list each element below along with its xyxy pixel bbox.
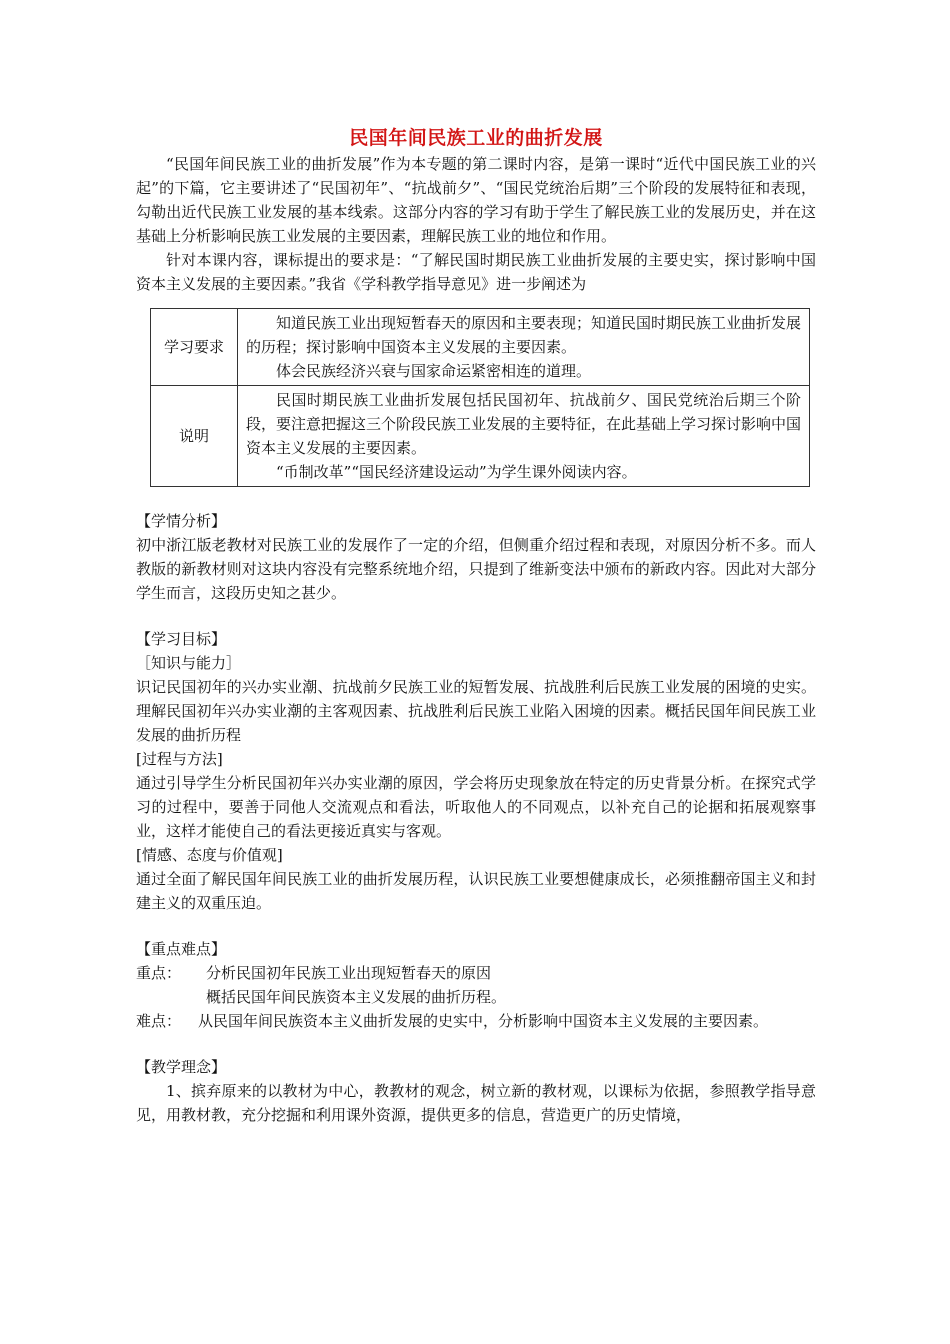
goals-subheading-emotion: [情感、态度与价值观] [136, 846, 283, 864]
difficulty-row [136, 1009, 816, 1033]
difficulty-text: 从民国年间民族资本主义曲折发展的史实中，分析影响中国资本主义发展的主要因素。 [198, 1012, 769, 1030]
section-heading-concept: 【教学理念】 [136, 1058, 227, 1076]
table-content-cell [238, 386, 810, 487]
goals-body-knowledge: 识记民国初年的兴办实业潮、抗战前夕民族工业的短暂发展、抗战胜利后民族工业发展的困境的史实。理解民国初年兴办实业潮的主客观因素、抗战胜利后民族工业陷入困境的因素。概括民国年间民族工业发展的曲折历程 [136, 678, 816, 744]
intro-paragraph-2: 针对本课内容，课标提出的要求是：“了解民国时期民族工业曲折发展的主要史实，探讨影响中国资本主义发展的主要因素。”我省《学科教学指导意见》进一步阐述为 [136, 251, 816, 293]
table-text: 体会民族经济兴衰与国家命运紧密相连的道理。 [276, 362, 592, 380]
table-label-cell: 说明 [151, 386, 238, 487]
section-heading-goals: 【学习目标】 [136, 630, 227, 648]
table-row [151, 309, 810, 386]
table-row [151, 386, 810, 487]
page-title: 民国年间民族工业的曲折发展 [349, 127, 603, 149]
keypoint-row [136, 961, 816, 985]
intro-paragraph-1: “民国年间民族工业的曲折发展”作为本专题的第二课时内容，是第一课时“近代中国民族工业的兴起”的下篇，它主要讲述了“民国初年”、“抗战前夕”、“国民党统治后期”三个阶段的发展特征和表现，勾勒出近代民族工业发展的基本线索。这部分内容的学习有助于学生了解民族工业的发展历史，并在这基础上分析影响民族工业发展的主要因素，理解民族工业的地位和作用。 [136, 155, 816, 245]
table-label-cell: 学习要求 [151, 309, 238, 386]
document-page [136, 120, 816, 1127]
goals-body-emotion: 通过全面了解民国年间民族工业的曲折发展历程，认识民族工业要想健康成长，必须推翻帝国主义和封建主义的双重压迫。 [136, 870, 816, 912]
difficulty-label: 难点： [136, 1012, 182, 1030]
concept-paragraph-1: 1、摈弃原来的以教材为中心，教教材的观念，树立新的教材观，以课标为依据，参照教学指导意见，用教材教，充分挖掘和利用课外资源，提供更多的信息，营造更广的历史情境， [136, 1082, 816, 1124]
keypoint-label: 重点： [136, 964, 182, 982]
analysis-body: 初中浙江版老教材对民族工业的发展作了一定的介绍，但侧重介绍过程和表现，对原因分析不多。而人教版的新教材则对这块内容没有完整系统地介绍，只提到了维新变法中颁布的新政内容。因此对大部分学生而言，这段历史知之甚少。 [136, 536, 816, 602]
keypoint-text-2: 概括民国年间民族资本主义发展的曲折历程。 [206, 988, 507, 1006]
table-content-cell [238, 309, 810, 386]
section-heading-analysis: 【学情分析】 [136, 512, 227, 530]
section-heading-keypoints: 【重点难点】 [136, 940, 227, 958]
table-text: 民国时期民族工业曲折发展包括民国初年、抗战前夕、国民党统治后期三个阶段，要注意把握这三个阶段民族工业发展的主要特征，在此基础上学习探讨影响中国资本主义发展的主要因素。 [246, 391, 802, 457]
keypoint-text: 分析民国初年民族工业出现短暂春天的原因 [206, 964, 492, 982]
requirements-table [150, 308, 810, 487]
table-text: 知道民族工业出现短暂春天的原因和主要表现；知道民国时期民族工业曲折发展的历程；探讨影响中国资本主义发展的主要因素。 [246, 314, 802, 356]
goals-subheading-process: [过程与方法] [136, 750, 223, 768]
goals-subheading-knowledge: ［知识与能力］ [136, 654, 242, 672]
goals-body-process: 通过引导学生分析民国初年兴办实业潮的原因，学会将历史现象放在特定的历史背景分析。在探究式学习的过程中，要善于同他人交流观点和看法，听取他人的不同观点，以补充自己的论据和拓展观察事业，这样才能使自己的看法更接近真实与客观。 [136, 774, 816, 840]
table-text: “币制改革”“国民经济建设运动”为学生课外阅读内容。 [276, 463, 637, 481]
